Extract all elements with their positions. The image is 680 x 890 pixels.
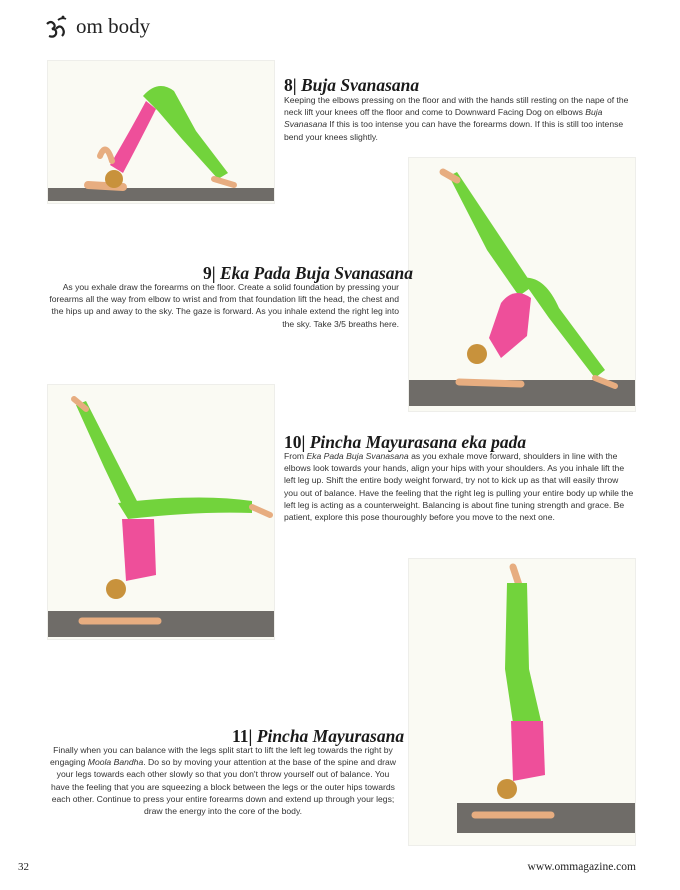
pose-name: Pincha Mayurasana eka pada — [309, 431, 527, 452]
page-number: 32 — [18, 861, 29, 873]
photo-eka-pada-buja-svanasana — [408, 157, 636, 412]
photo-pincha-mayurasana-eka-pada — [47, 384, 275, 640]
pose-name: Pincha Mayurasana — [256, 725, 405, 746]
photo-pincha-mayurasana — [408, 558, 636, 846]
magazine-header — [44, 14, 150, 39]
om-symbol-icon — [44, 15, 70, 39]
pose-name: Eka Pada Buja Svanasana — [219, 262, 414, 283]
section-8-title — [284, 75, 419, 96]
section-number: 9| — [203, 262, 216, 283]
section-number: 10| — [284, 431, 306, 452]
photo-buja-svanasana — [47, 60, 275, 204]
section-label: om body — [76, 14, 151, 38]
section-number: 11| — [232, 725, 253, 746]
website-url: www.ommagazine.com — [527, 861, 636, 873]
section-8-text: Keeping the elbows pressing on the floor and with the hands still resting on the nape of the neck lift your knees off the floor and come to Downward Facing Dog on elbows Buja Svanasana If this is too intense you can have the forearms down. If this is still too intense bend your knees slightly. — [284, 95, 629, 142]
section-9-text: As you exhale draw the forearms on the floor. Create a solid foundation by pressing your forearms all the way from elbow to wrist and from that foundation lift the head, the chest and the hips up and away to the sky. The gaze is forward. As you inhale extend the right leg into the sky. Take 3/5 breaths here. — [49, 282, 399, 329]
section-number: 8| — [284, 74, 297, 95]
section-10-text: From Eka Pada Buja Svanasana as you exhale move forward, shoulders in line with the elbows look towards your hands, align your hips with your shoulders. As you inhale lift the left leg up. Shift the entire body weight forward, try not to kick up as that will easily throw you out of balance. Have the feeling that the right leg is pulling your entire body up while the left leg is acting as a counterweight. Balancing is about fine tuning strength and grace. Be patient, explore this pose thouroughly before you move to the next one. — [284, 451, 634, 523]
pose-name: Buja Svanasana — [300, 74, 420, 95]
section-11-text: Finally when you can balance with the legs split start to lift the left leg towards the right by engaging Moola Bandha. Do so by moving your attention at the base of the spine and draw your legs towards each other slowly so that you don't throw yourself out of balance. You have the feeling that you are squeezing a block between the legs or the outer hips towards each other. Continue to press your entire forearms down and extend up through your legs; draw the energy into the core of the body. — [50, 745, 396, 817]
